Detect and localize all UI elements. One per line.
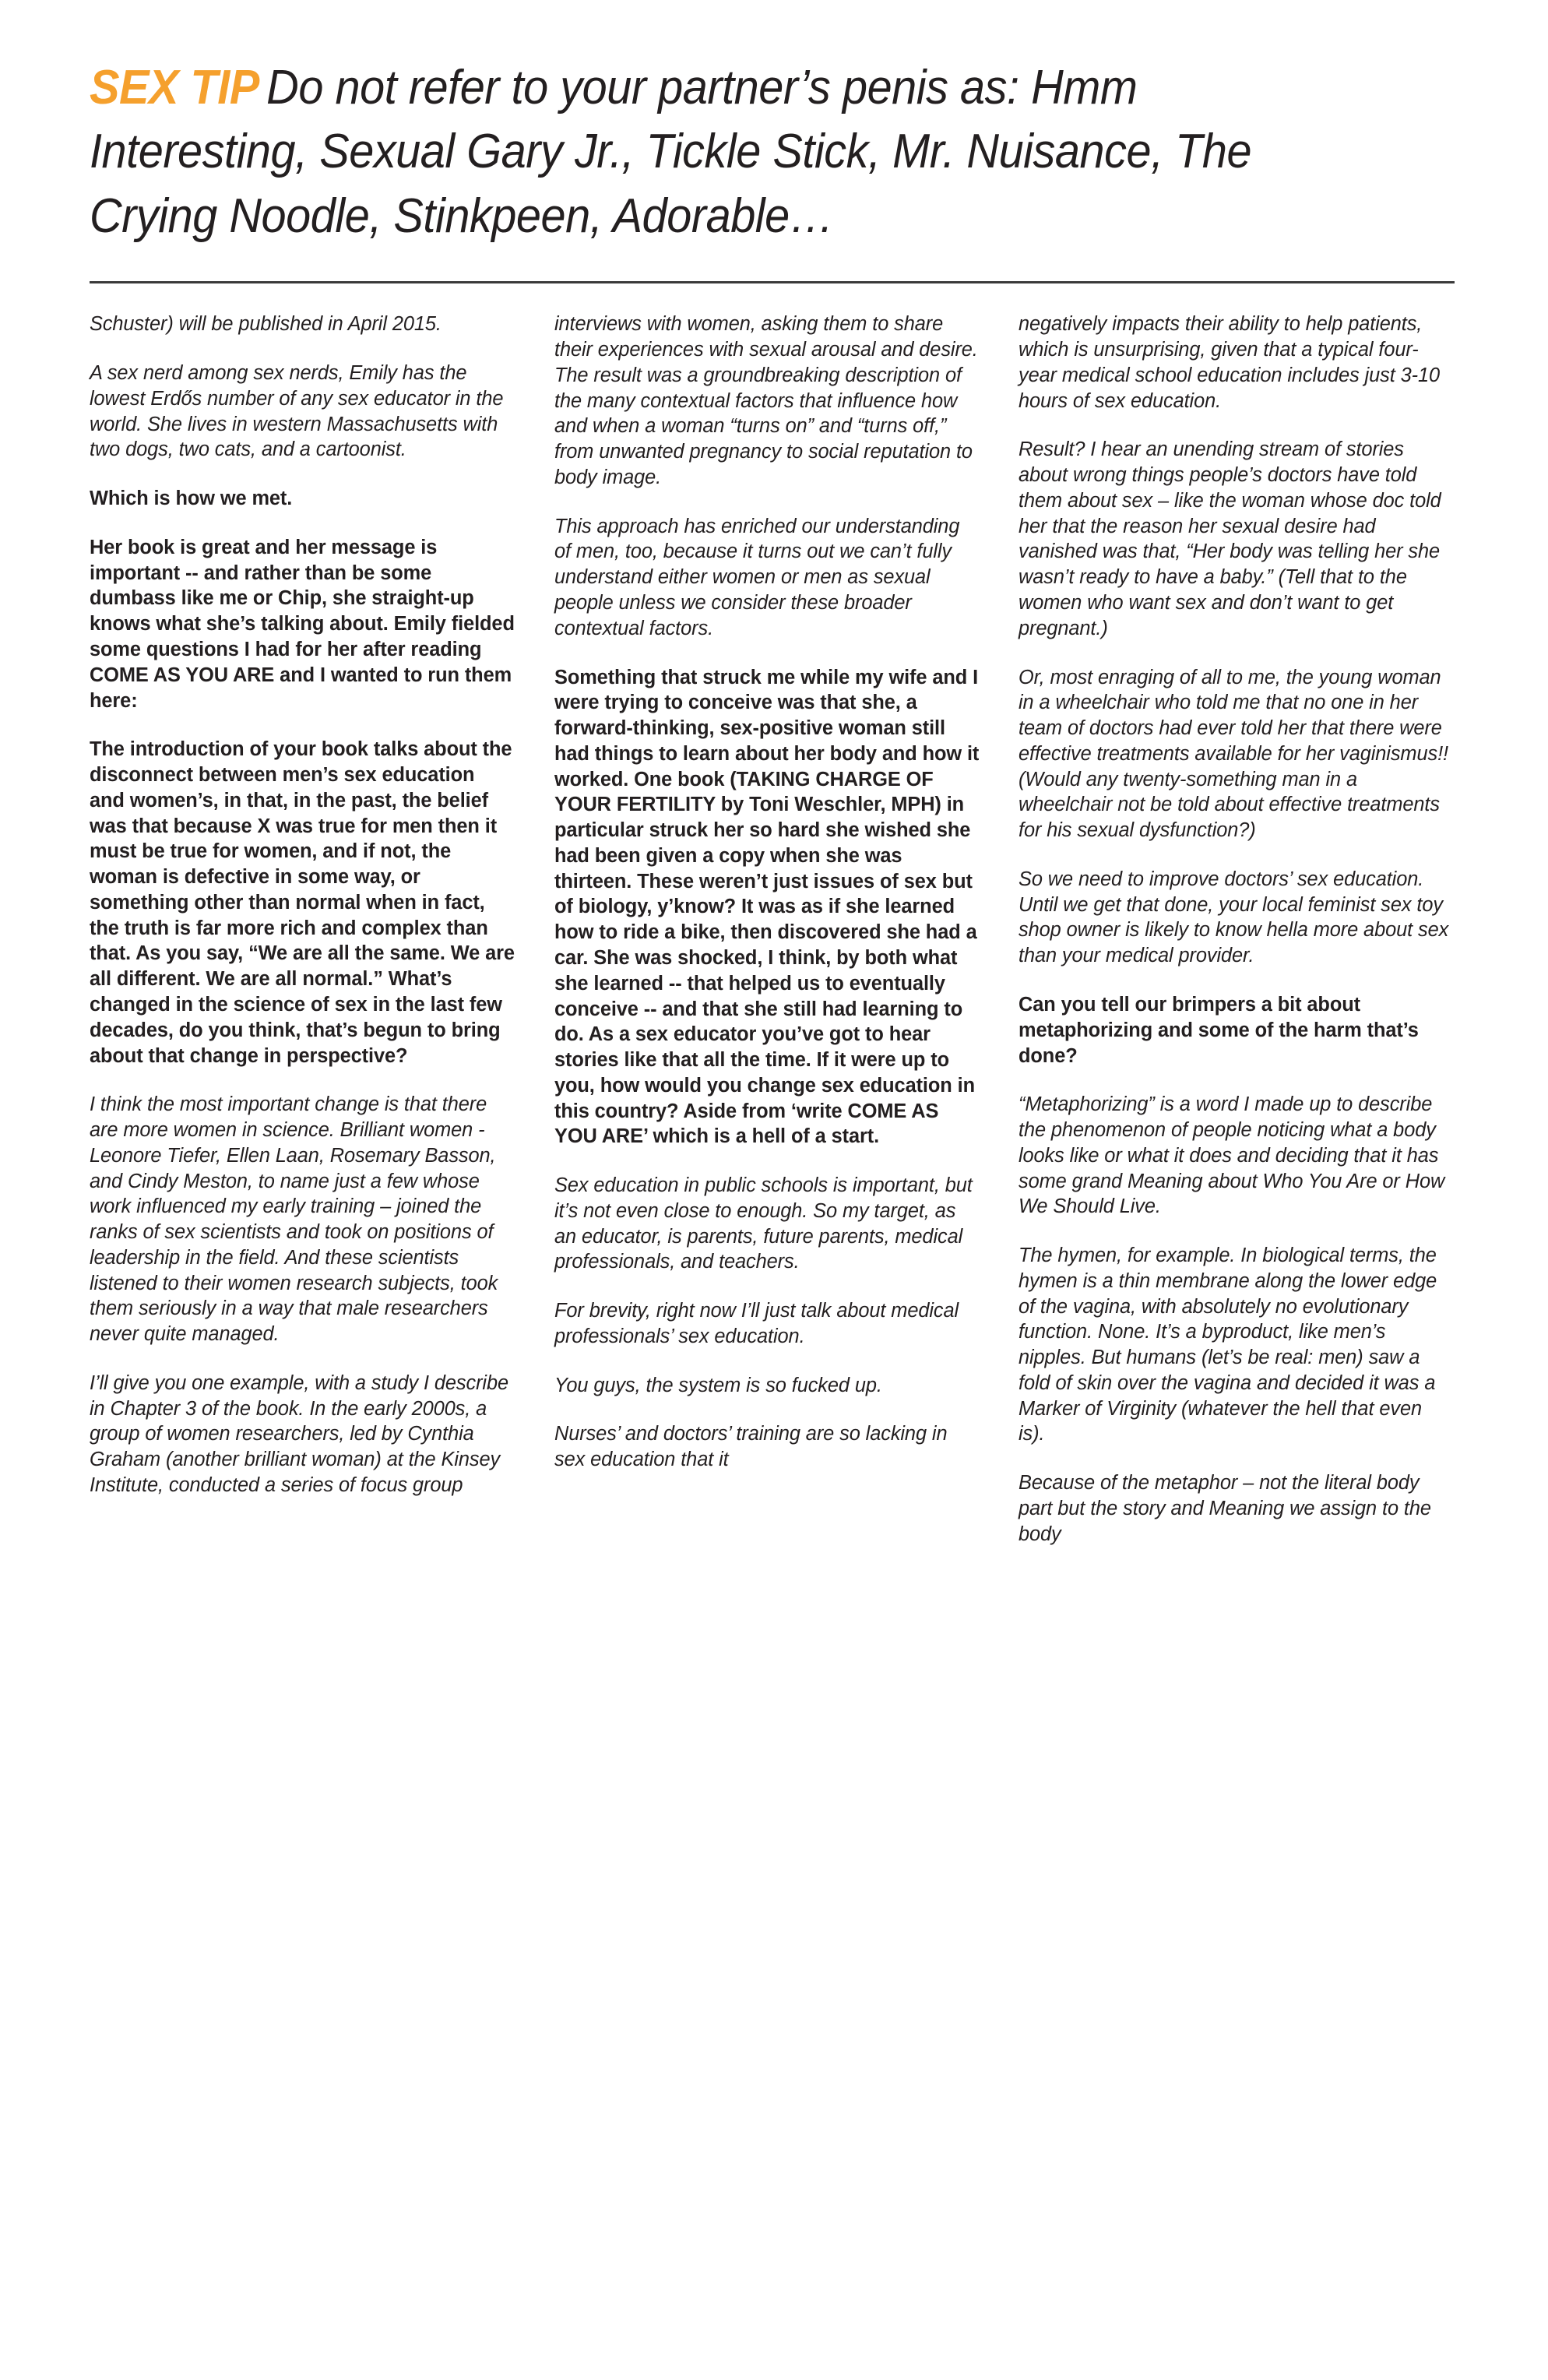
article-paragraph-bold: Something that struck me while my wife and I were trying to conceive was that she, a forward-thinking, sex-positive woman still had things to learn about her body and how it worked. One book (TAKING CHARGE OF YOUR FERTILITY by Toni Weschler, MPH) in particular struck her so hard she wished she had been given a copy when she was thirteen. These weren’t just issues of sex but of biology, y’know? It was as if she learned how to ride a bike, then discovered she had a car. She was shocked, I think, by both what she learned -- that helped us to eventually conceive -- and that she still had learning to do. As a sex educator you’ve got to hear stories like that all the time. If it were up to you, how would you change sex education in this country? Aside from ‘write COME AS YOU ARE’ which is a hell of a start.	[554, 666, 979, 1148]
article-paragraph-bold: Her book is great and her message is important -- and rather than be some dumbass like me or Chip, she straight-up knows what she’s talking about. Emily fielded some questions I had for her after reading COME AS YOU ARE and I wanted to run them here:	[90, 536, 515, 712]
article-paragraph-bold: Can you tell our brimpers a bit about metaphorizing and some of the harm that’s done?	[1019, 993, 1420, 1067]
column-1	[90, 312, 517, 1498]
article-paragraph-italic: Nurses’ and doctors’ training are so lacking in sex education that it	[554, 1423, 948, 1471]
article-paragraph-italic: “Metaphorizing” is a word I made up to describe the phenomenon of people noticing what a body looks like or what it does and deciding that it has some grand Meaning about Who You Are or How We Should Live.	[1019, 1093, 1445, 1218]
article-paragraph-italic: So we need to improve doctors’ sex education. Until we get that done, your local feminist sex toy shop owner is likely to know hella more about sex than your medical provider.	[1019, 868, 1449, 967]
article-paragraph-italic: Result? I hear an unending stream of stories about wrong things people’s doctors have told them about sex – like the woman whose doc told her that the reason her sexual desire had vanished was that, “Her body was telling her she wasn’t ready to have a baby.” (Tell that to the women who want sex and don’t want to get pregnant.)	[1019, 438, 1442, 639]
page-header	[0, 0, 1548, 248]
article-paragraph-italic: For brevity, right now I’ll just talk about medical professionals’ sex education.	[554, 1300, 959, 1347]
article-paragraph-italic: Or, most enraging of all to me, the young woman in a wheelchair who told me that no one in her team of doctors had ever told her that there were effective treatments available for her vaginismus!! (Would any twenty-something man in a wheelchair not be told about effective treatments for his sexual dysfunction?)	[1019, 666, 1449, 842]
sex-tip-headline	[90, 56, 1359, 248]
article-paragraph-italic: Because of the metaphor – not the literal body part but the story and Meaning we assign to the body	[1019, 1472, 1432, 1545]
sex-tip-label: SEX TIP	[90, 61, 259, 114]
article-paragraph-italic: interviews with women, asking them to share their experiences with sexual arousal and desire. The result was a groundbreaking description of the many contextual factors that influence how and when a woman “turns on” and “turns off,” from unwanted pregnancy to social reputation to body image.	[554, 313, 978, 488]
article-paragraph-italic: You guys, the system is so fucked up.	[554, 1374, 882, 1396]
article-paragraph-italic: Schuster) will be published in April 2015.	[90, 313, 442, 336]
sex-tip-headline-text: Do not refer to your partner’s penis as: Hmm Interesting, Sexual Gary Jr., Tickle Stick, Mr. Nuisance, The Crying Noodle, Stinkpeen, Adorable…	[90, 61, 1252, 243]
article-paragraph-italic: A sex nerd among sex nerds, Emily has the lowest Erdős number of any sex educator in the world. She lives in western Massachusetts with two dogs, two cats, and a cartoonist.	[90, 362, 504, 461]
article-paragraph-italic: I’ll give you one example, with a study I describe in Chapter 3 of the book. In the early 2000s, a group of women researchers, led by Cynthia Graham (another brilliant woman) at the Kinsey Institute, conducted a series of focus group	[90, 1371, 508, 1496]
article-paragraph-italic: I think the most important change is that there are more women in science. Brilliant women - Leonore Tiefer, Ellen Laan, Rosemary Basson, and Cindy Meston, to name just a few whose work influenced my early training – joined the ranks of sex scientists and took on positions of leadership in the field. And these scientists listened to their women research subjects, took them seriously in a way that male researchers never quite managed.	[90, 1093, 498, 1346]
article-paragraph-bold: Which is how we met.	[90, 488, 293, 510]
article-paragraph-bold: The introduction of your book talks about the disconnect between men’s sex education and women’s, in that, in the past, the belief was that because X was true for men then it must be true for women, and if not, the woman is defective in some way, or something other than normal when in fact, the truth is far more rich and complex than that. As you say, “We are all the same. We are all different. We are all normal.” What’s changed in the science of sex in the last few decades, do you think, that’s begun to bring about that change in perspective?	[90, 738, 515, 1067]
article-paragraph-italic: Sex education in public schools is important, but it’s not even close to enough. So my target, as an educator, is parents, future parents, medical professionals, and teachers.	[554, 1174, 973, 1273]
article-columns	[0, 283, 1548, 1547]
column-3	[1019, 312, 1455, 1547]
column-2	[554, 312, 982, 1473]
article-paragraph-italic: negatively impacts their ability to help patients, which is unsurprising, given that a typical four-year medical school education includes just 3-10 hours of sex education.	[1019, 313, 1441, 412]
article-paragraph-italic: The hymen, for example. In biological terms, the hymen is a thin membrane along the lower edge of the vagina, with absolutely no evolutionary function. None. It’s a byproduct, like men’s nipples. But humans (let’s be real: men) saw a fold of skin over the vagina and decided it was a Marker of Virginity (whatever the hell that even is).	[1019, 1245, 1437, 1445]
article-paragraph-italic: This approach has enriched our understanding of men, too, because it turns out we can’t fully understand either women or men as sexual people unless we consider these broader contextual factors.	[554, 515, 960, 639]
